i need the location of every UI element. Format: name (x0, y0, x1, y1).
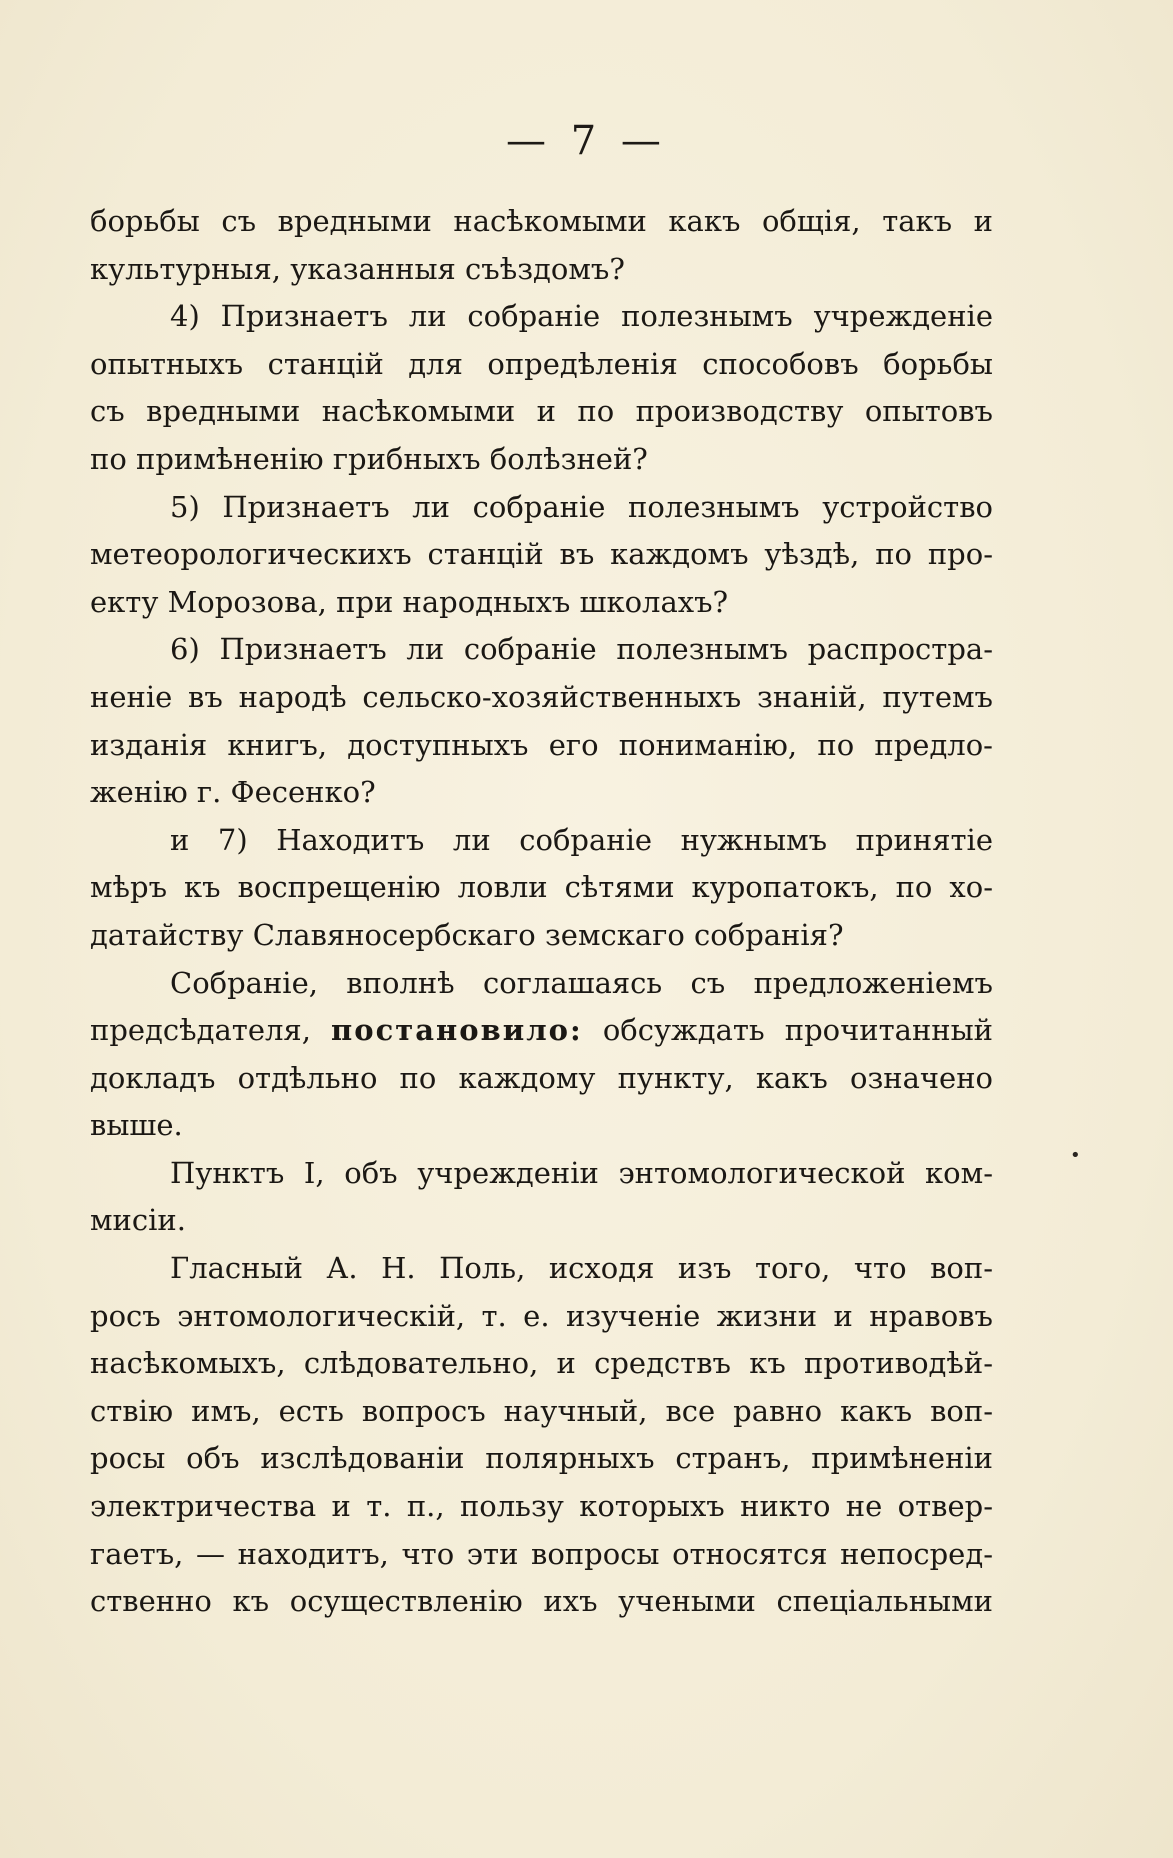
resolution-emphasis: постановило: (331, 1013, 583, 1048)
body-text (90, 198, 993, 1626)
pol-line: гаетъ, — находитъ, что эти вопросы относятся непосред- (90, 1536, 993, 1571)
question-line: по примѣненію грибныхъ болѣзней? (90, 441, 648, 476)
question-line: женію г. Фесенко? (90, 775, 376, 810)
question-line: метеорологическихъ станцій въ каждомъ уѣздѣ, по про- (90, 537, 993, 572)
pol-line: электричества и т. п., пользу которыхъ никто не отвер- (90, 1489, 993, 1524)
pol-line: насѣкомыхъ, слѣдовательно, и средствъ къ противодѣй- (90, 1346, 993, 1381)
resolution-text-after: обсуждать прочитанный (602, 1013, 994, 1048)
question-line: неніе въ народѣ сельско-хозяйственныхъ знаній, путемъ (90, 679, 993, 714)
question-line: и 7) Находитъ ли собраніе нужнымъ принятіе (170, 822, 993, 857)
pol-line: росъ энтомологическій, т. е. изученіе жизни и нравовъ (90, 1298, 993, 1333)
question-line: датайству Славяносербскаго земскаго собранія? (90, 917, 844, 952)
margin-mark: • (1070, 1145, 1081, 1166)
pol-line: росы объ изслѣдованіи полярныхъ странъ, примѣненіи (90, 1441, 993, 1476)
question-line: борьбы съ вредными насѣкомыми какъ общія, такъ и (90, 204, 993, 238)
resolution-text-before: предсѣдателя, (90, 1013, 311, 1048)
question-line: 4) Признаетъ ли собраніе полезнымъ учрежденіе (170, 299, 993, 334)
page-number: — 7 — (506, 118, 667, 164)
pol-paragraph (90, 1245, 993, 1626)
question-line: опытныхъ станцій для опредѣленія способовъ борьбы (90, 346, 993, 381)
question-line: 6) Признаетъ ли собраніе полезнымъ распростра- (170, 632, 993, 667)
pol-line: ственно къ осуществленію ихъ учеными спеціальными (90, 1584, 993, 1619)
resolution-line-3: докладъ отдѣльно по каждому пункту, какъ означено (90, 1060, 993, 1095)
pol-line: ствію имъ, есть вопросъ научный, все равно какъ воп- (90, 1393, 993, 1428)
resolution-line-2 (90, 1007, 993, 1055)
resolution-line-4: выше. (90, 1108, 183, 1143)
resolution-line-1: Собраніе, вполнѣ соглашаясь съ предложеніемъ (170, 965, 993, 1000)
question-line: мѣръ къ воспрещенію ловли сѣтями куропатокъ, по хо- (90, 870, 993, 905)
questions-list (90, 198, 993, 960)
point-one-line-1: Пунктъ I, объ учрежденіи энтомологической ком- (170, 1155, 993, 1190)
point-one-line-2: мисіи. (90, 1203, 186, 1238)
question-line: изданія книгъ, доступныхъ его пониманію, по предло- (90, 727, 993, 762)
question-line: екту Морозова, при народныхъ школахъ? (90, 584, 729, 619)
question-line: 5) Признаетъ ли собраніе полезнымъ устройство (170, 489, 993, 524)
pol-line: Гласный А. Н. Поль, исходя изъ того, что воп- (170, 1251, 993, 1286)
question-line: съ вредными насѣкомыми и по производству опытовъ (90, 394, 993, 429)
question-line: культурныя, указанныя съѣздомъ? (90, 251, 625, 286)
